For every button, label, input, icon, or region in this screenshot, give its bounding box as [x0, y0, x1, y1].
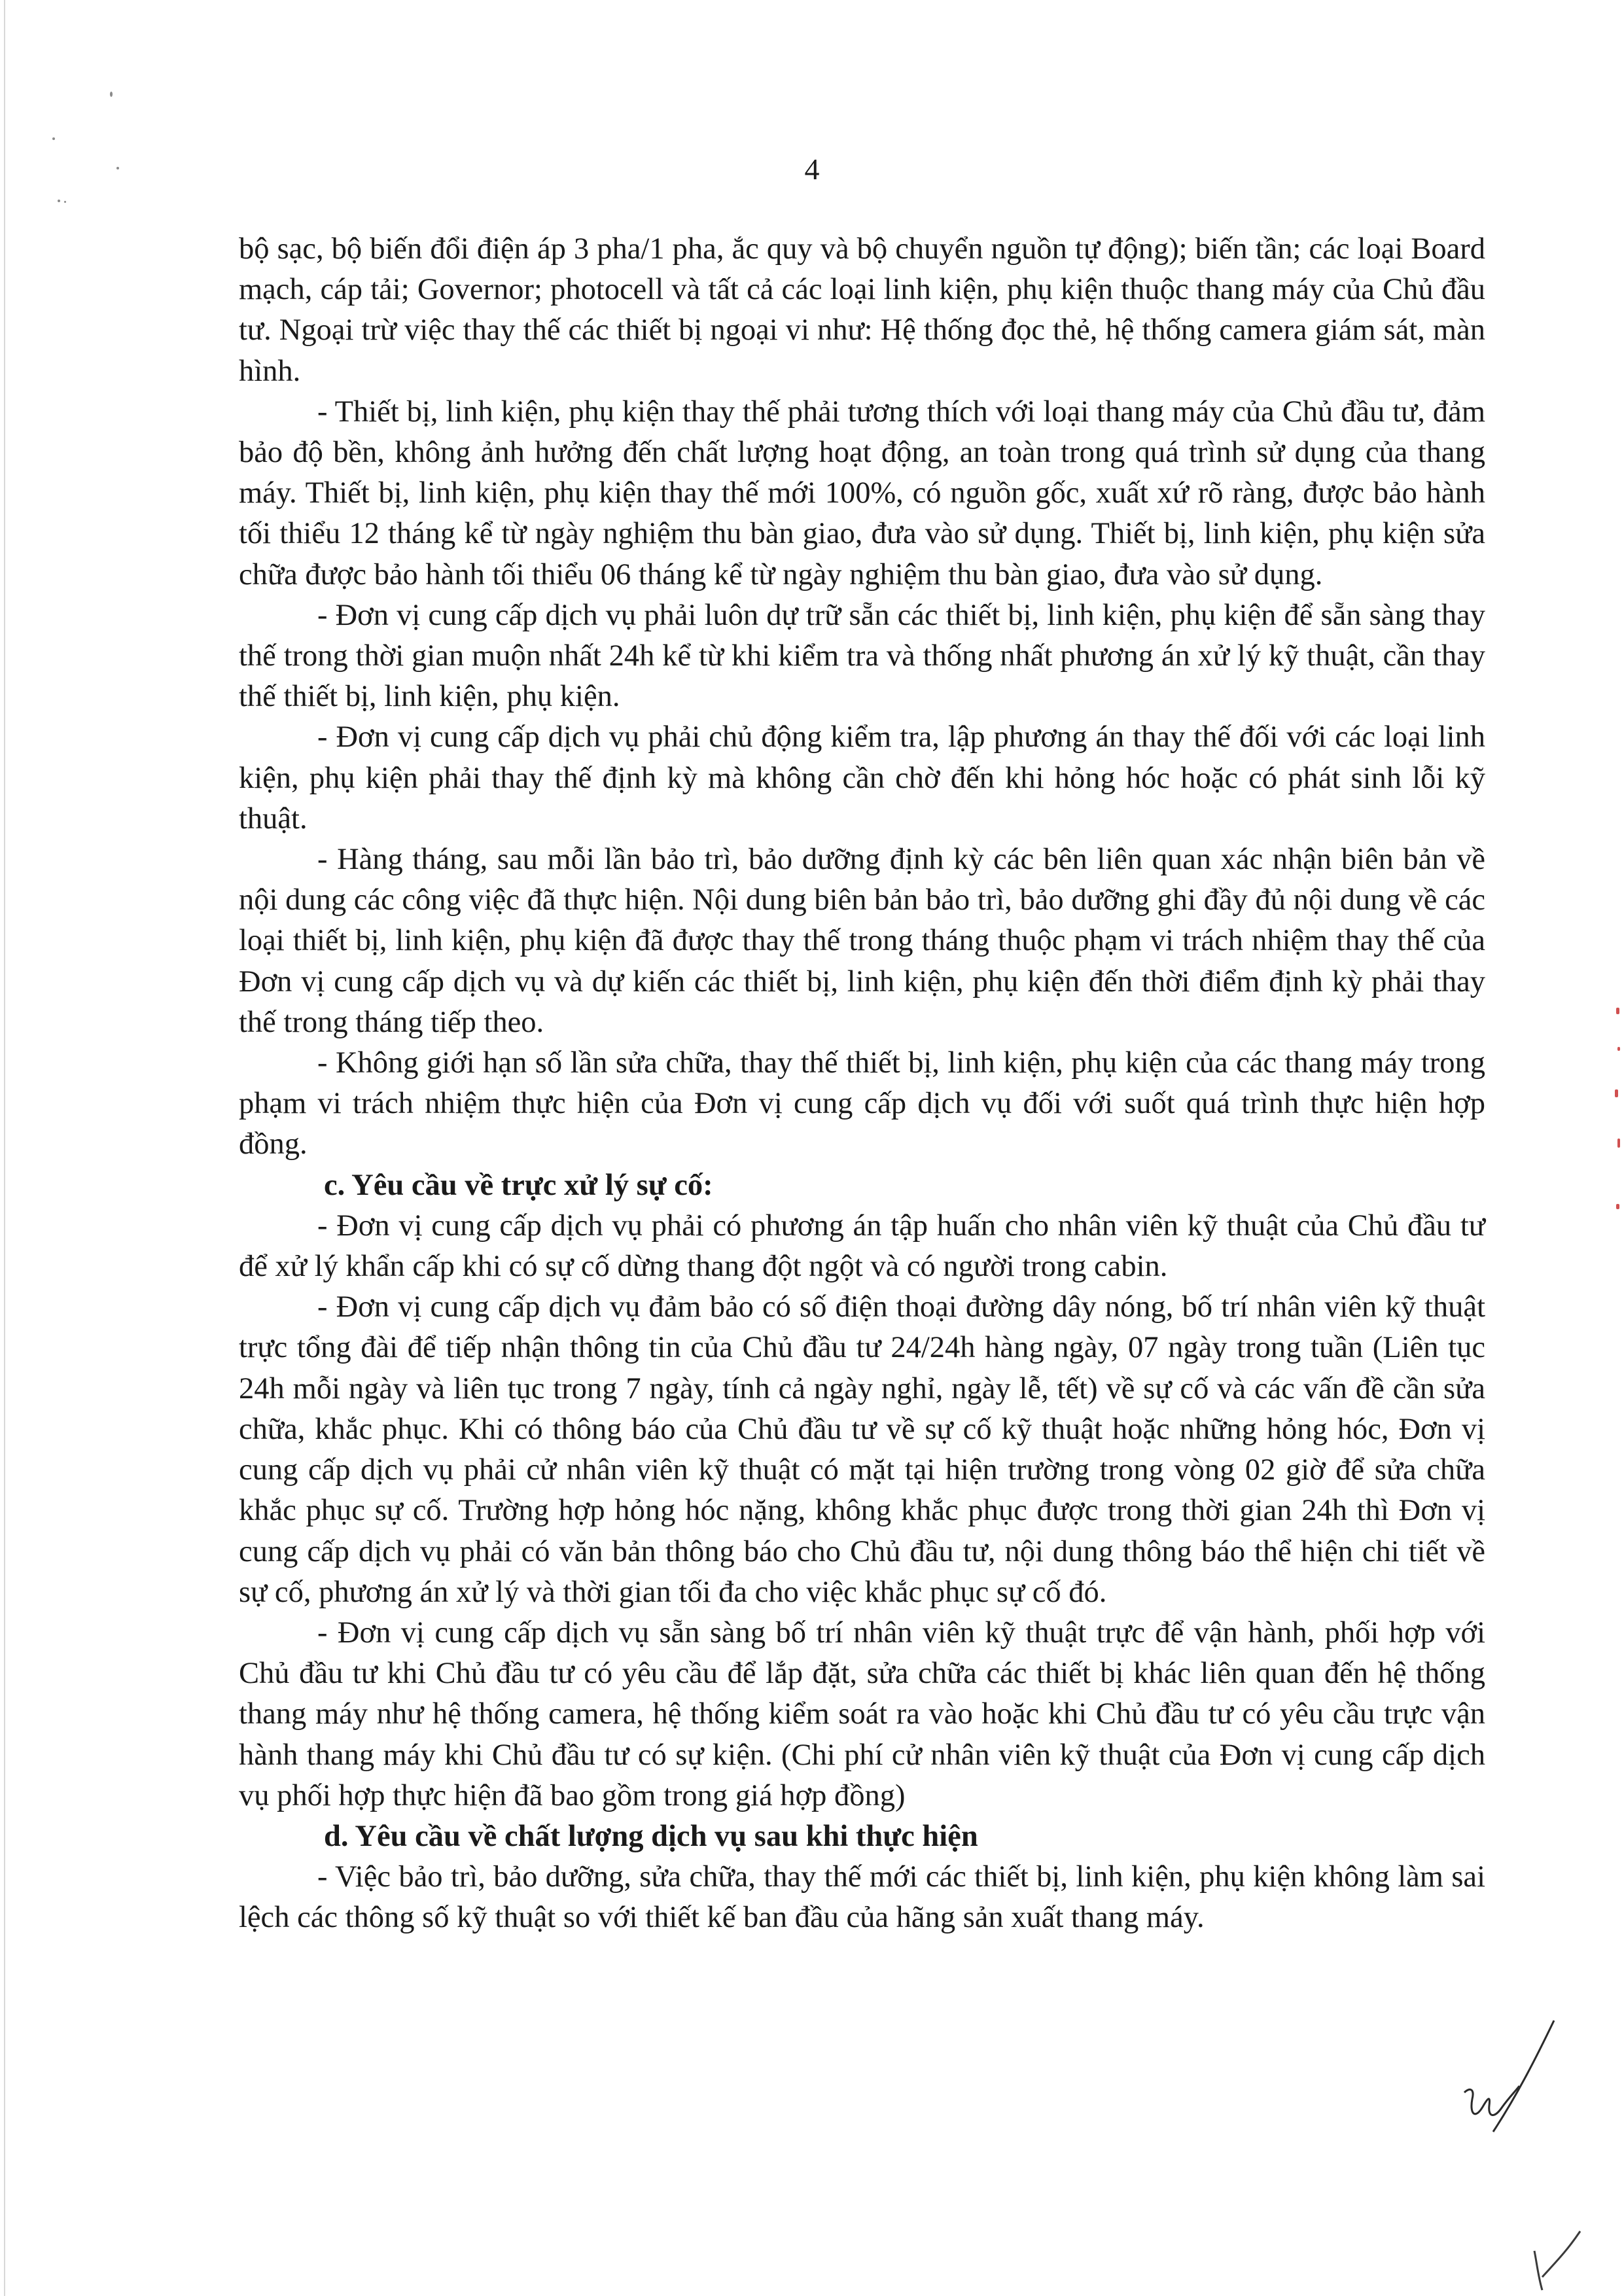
- edge-mark: [1617, 1047, 1620, 1051]
- paragraph: - Không giới hạn số lần sửa chữa, thay thế thiết bị, linh kiện, phụ kiện của các thang máy trong phạm vi trách nhiệm thực hiện của Đơn vị cung cấp dịch vụ đối với suốt quá trình thực hiện hợp đồng.: [239, 1046, 1485, 1161]
- initials-signature-corner: [1528, 2225, 1587, 2296]
- scan-speck: [52, 137, 55, 140]
- scan-speck: [58, 200, 60, 202]
- edge-mark: [1615, 1089, 1618, 1097]
- section-heading: c. Yêu cầu về trực xử lý sự cố:: [324, 1168, 713, 1202]
- paragraph: - Thiết bị, linh kiện, phụ kiện thay thế phải tương thích với loại thang máy của Chủ đầu tư, đảm bảo độ bền, không ảnh hưởng đến chất lượng hoạt động, an toàn trong quá trình sử dụng của thang máy. Thiết bị, linh kiện, phụ kiện thay thế mới 100%, có nguồn gốc, xuất xứ rõ ràng, được bảo hành tối thiểu 12 tháng kể từ ngày nghiệm thu bàn giao, đưa vào sử dụng. Thiết bị, linh kiện, phụ kiện sửa chữa được bảo hành tối thiểu 06 tháng kể từ ngày nghiệm thu bàn giao, đưa vào sử dụng.: [239, 395, 1485, 592]
- scan-speck: [110, 92, 113, 97]
- edge-mark: [1616, 1204, 1619, 1209]
- paragraph: - Đơn vị cung cấp dịch vụ phải luôn dự trữ sẵn các thiết bị, linh kiện, phụ kiện để sẵn sàng thay thế trong thời gian muộn nhất 24h kể từ khi kiểm tra và thống nhất phương án xử lý kỹ thuật, cần thay thế thiết bị, linh kiện, phụ kiện.: [239, 598, 1485, 714]
- edge-mark: [1616, 1008, 1619, 1014]
- paragraph: - Đơn vị cung cấp dịch vụ phải có phương án tập huấn cho nhân viên kỹ thuật của Chủ đầu tư để xử lý khẩn cấp khi có sự cố dừng thang đột ngột và có người trong cabin.: [239, 1209, 1485, 1284]
- paragraph: bộ sạc, bộ biến đổi điện áp 3 pha/1 pha, ắc quy và bộ chuyển nguồn tự động); biến tần; các loại Board mạch, cáp tải; Governor; photocell và tất cả các loại linh kiện, phụ kiện thuộc thang máy của Chủ đầu tư. Ngoại trừ việc thay thế các thiết bị ngoại vi như: Hệ thống đọc thẻ, hệ thống camera giám sát, màn hình.: [239, 232, 1485, 388]
- paragraph: - Hàng tháng, sau mỗi lần bảo trì, bảo dưỡng định kỳ các bên liên quan xác nhận biên bản về nội dung các công việc đã thực hiện. Nội dung biên bản bảo trì, bảo dưỡng ghi đầy đủ nội dung về các loại thiết bị, linh kiện, phụ kiện đã được thay thế trong tháng thuộc phạm vi trách nhiệm thay thế của Đơn vị cung cấp dịch vụ và dự kiến các thiết bị, linh kiện, phụ kiện đến thời điểm định kỳ phải thay thế trong tháng tiếp theo.: [239, 843, 1485, 1039]
- page-edge: [4, 0, 5, 2296]
- scan-speck: [64, 201, 66, 203]
- page-number: 4: [804, 152, 820, 186]
- section-heading: d. Yêu cầu về chất lượng dịch vụ sau khi thực hiện: [324, 1819, 978, 1853]
- edge-mark: [1617, 1139, 1620, 1148]
- paragraph: - Việc bảo trì, bảo dưỡng, sửa chữa, thay thế mới các thiết bị, linh kiện, phụ kiện không làm sai lệch các thông số kỹ thuật so với thiết kế ban đầu của hãng sản xuất thang máy.: [239, 1860, 1485, 1935]
- paragraph: - Đơn vị cung cấp dịch vụ đảm bảo có số điện thoại đường dây nóng, bố trí nhân viên kỹ thuật trực tổng đài để tiếp nhận thông tin của Chủ đầu tư 24/24h hàng ngày, 07 ngày trong tuần (Liên tục 24h mỗi ngày và liên tục trong 7 ngày, tính cả ngày nghỉ, ngày lễ, tết) về sự cố và các vấn đề cần sửa chữa, khắc phục. Khi có thông báo của Chủ đầu tư về sự cố kỹ thuật hoặc những hỏng hóc, Đơn vị cung cấp dịch vụ phải cử nhân viên kỹ thuật có mặt tại hiện trường trong vòng 02 giờ để sửa chữa khắc phục sự cố. Trường hợp hỏng hóc nặng, không khắc phục được trong thời gian 24h thì Đơn vị cung cấp dịch vụ phải có văn bản thông báo cho Chủ đầu tư, nội dung thông báo thể hiện chi tiết về sự cố, phương án xử lý và thời gian tối đa cho việc khắc phục sự cố đó.: [239, 1290, 1485, 1609]
- document-body: [239, 229, 1485, 1939]
- initials-signature: [1453, 2015, 1570, 2140]
- paragraph: - Đơn vị cung cấp dịch vụ sẵn sàng bố trí nhân viên kỹ thuật trực để vận hành, phối hợp với Chủ đầu tư khi Chủ đầu tư có yêu cầu để lắp đặt, sửa chữa các thiết bị khác liên quan đến hệ thống thang máy như hệ thống camera, hệ thống kiểm soát ra vào hoặc khi Chủ đầu tư có yêu cầu trực vận hành thang máy khi Chủ đầu tư có sự kiện. (Chi phí cử nhân viên kỹ thuật của Đơn vị cung cấp dịch vụ phối hợp thực hiện đã bao gồm trong giá hợp đồng): [239, 1616, 1485, 1812]
- paragraph: - Đơn vị cung cấp dịch vụ phải chủ động kiểm tra, lập phương án thay thế đối với các loại linh kiện, phụ kiện phải thay thế định kỳ mà không cần chờ đến khi hỏng hóc hoặc có phát sinh lỗi kỹ thuật.: [239, 720, 1485, 836]
